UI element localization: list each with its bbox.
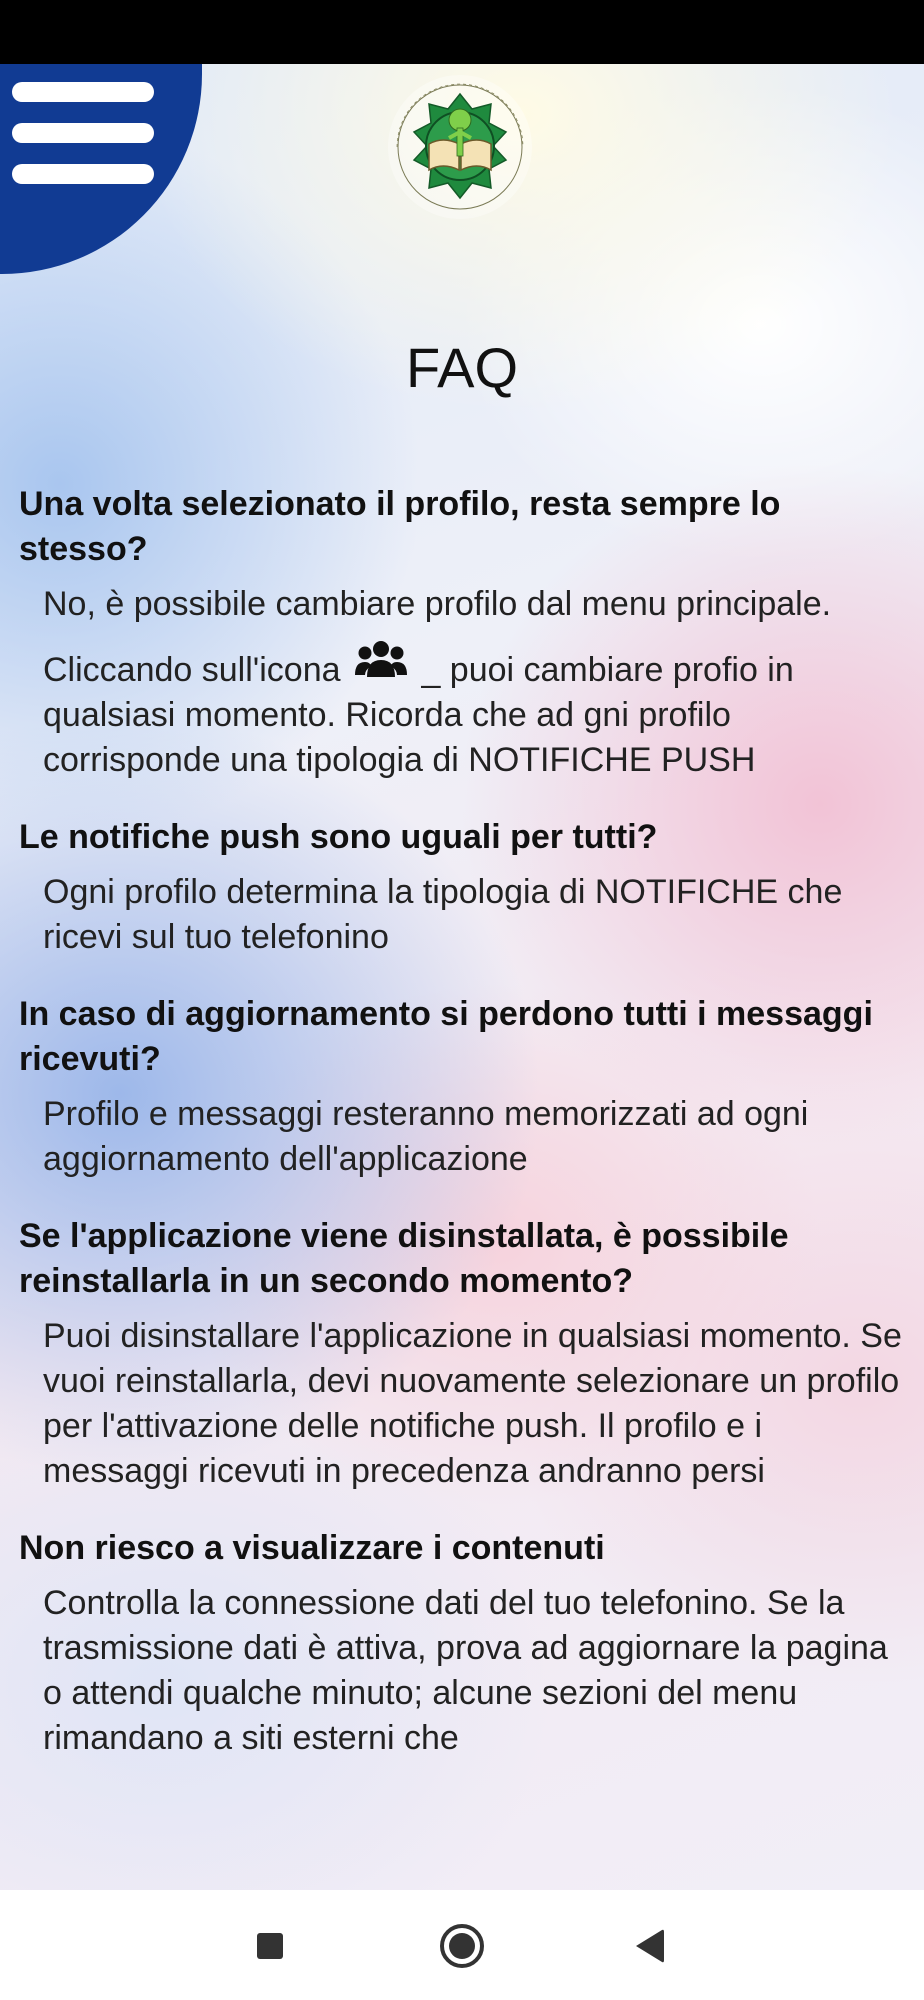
status-bar [0,0,924,64]
faq-item [19,1214,909,1494]
faq-list [19,482,909,1793]
faq-item [19,992,909,1182]
school-logo [385,72,535,222]
triangle-back-icon[interactable] [620,1916,680,1976]
faq-item [19,482,909,783]
faq-question: In caso di aggiornamento si perdono tutti i messaggi ricevuti? [19,995,873,1078]
faq-question: Non riesco a visualizzare i contenuti [19,1529,605,1567]
answer-text: _ puoi cambiare profio in qualsiasi momento. Ricorda che ad gni profilo corrisponde una tipologia di NOTIFICHE PUSH [43,651,794,779]
faq-answer-paragraph [43,639,909,783]
faq-question: Se l'applicazione viene disinstallata, è possibile reinstallarla in un secondo momento? [19,1217,789,1300]
faq-answer-paragraph: No, è possibile cambiare profilo dal menu principale. [43,585,832,623]
system-navigation-bar [0,1890,924,2000]
hamburger-menu-icon[interactable] [12,82,156,184]
faq-item [19,1526,909,1761]
circle-icon[interactable] [432,1916,492,1976]
faq-answer: Ogni profilo determina la tipologia di NOTIFICHE che ricevi sul tuo telefonino [43,873,843,956]
faq-item [19,815,909,960]
answer-text: Cliccando sull'icona [43,651,350,689]
square-icon[interactable] [240,1916,300,1976]
faq-answer: Controlla la connessione dati del tuo telefonino. Se la trasmissione dati è attiva, prova ad aggiornare la pagina o attendi qualche minuto; alcune sezioni del menu rimandano a siti esterni che [43,1584,888,1757]
users-group-icon [354,639,408,683]
faq-page[interactable] [0,64,924,1890]
faq-question: Le notifiche push sono uguali per tutti? [19,818,658,856]
faq-question: Una volta selezionato il profilo, resta sempre lo stesso? [19,485,781,568]
faq-answer: Profilo e messaggi resteranno memorizzati ad ogni aggiornamento dell'applicazione [43,1095,809,1178]
faq-answer: Puoi disinstallare l'applicazione in qualsiasi momento. Se vuoi reinstallarla, devi nuovamente selezionare un profilo per l'attivazione delle notifiche push. Il profilo e i messaggi ricevuti in precedenza andranno persi [43,1317,902,1490]
page-title: FAQ [405,336,519,399]
faq-answer [43,582,909,783]
